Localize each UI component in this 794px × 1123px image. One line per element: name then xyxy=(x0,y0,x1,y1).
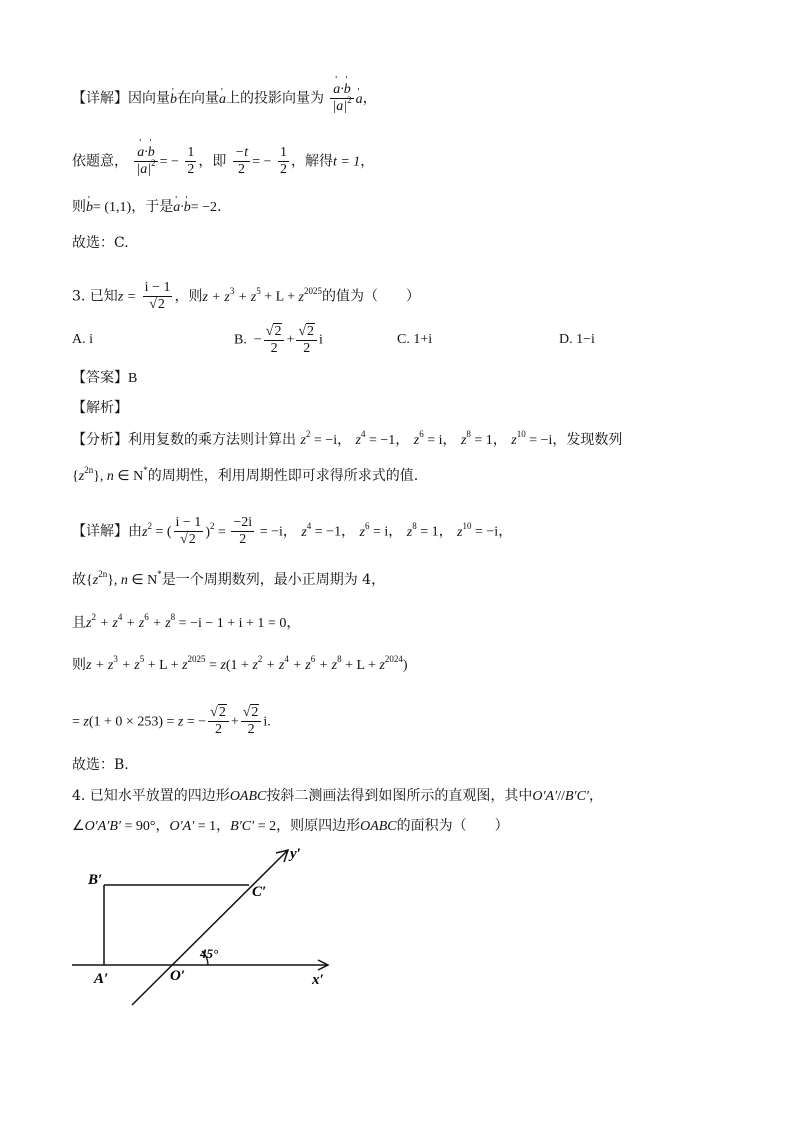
y-axis xyxy=(132,850,288,1005)
option-b[interactable]: B. − $\frac{√2}{2}$ + $\frac{√2}{2}$ i xyxy=(234,324,323,356)
detail-line-3: 则' b= (1,1)，于是' a·' b= −2. xyxy=(72,197,221,218)
answer-tag: 【答案】 xyxy=(72,370,128,386)
analysis-tag: 【解析】 xyxy=(72,400,128,416)
question-3: 3. 已知z = $\frac{i - 1}{√2}$ ，则$z + z^3 + z^5 + L + z^{2025}$的值为（ ） xyxy=(72,280,420,312)
detail-tag: 【详解】 xyxy=(72,90,128,107)
option-d[interactable]: D. 1−i xyxy=(559,332,595,347)
detail-line-1: 【详解】因向量' b在向量' a上的投影向量为 ' $\frac{a\cdot' b}{|a|^2}$ ' a， xyxy=(72,82,377,115)
xiangjie-line-2: 故$\{z^{2n}\}$, n ∈ N*是一个周期数列，最小正周期为 4， xyxy=(72,569,386,588)
fenxi-line-1: 【分析】利用复数的乘方法则计算出 $z^2 = -i$， $z^4 = -1$， $z^6 = i$， $z^8 = 1$， $z^{10} = -i$，发现数列 xyxy=(72,429,623,448)
xiangjie-line-3: 且$z^2 + z^4 + z^6 + z^8 = -i - 1 + i + 1 = 0$， xyxy=(72,612,301,631)
answer-choice-line-2: 故选：B. xyxy=(72,757,129,773)
label-c: C′ xyxy=(252,884,267,900)
label-b: B′ xyxy=(88,872,103,888)
answer-choice-line: 故选：C. xyxy=(72,235,129,251)
xiangjie-line-1: 【详解】由$z^2$ = ( $\frac{i - 1}{√2}$ )$^2$ = $\frac{-2i}{2}$ = −i， $z^4 = -1$， $z^6 = i$， $z^8 = 1$， $z^{10} = -i$， xyxy=(72,515,513,547)
z-fraction: $\frac{i - 1}{√2}$ xyxy=(144,280,171,312)
question-4-line-2: ∠O′A′B′ = 90°，O′A′ = 1，B′C′ = 2，则原四边形OABC的面积为（ ） xyxy=(72,818,509,834)
fenxi-line-2: $\{z^{2n}\}$, n ∈ N*的周期性，利用周期性即可求得所求式的值. xyxy=(72,465,419,484)
xiangjie-line-4: 则$z + z^3 + z^5 + L + z^{2025} = z(1 + z^2 + z^4 + z^6 + z^8 + L + z^{2024})$ xyxy=(72,654,408,673)
option-a[interactable]: A. i xyxy=(72,332,93,347)
label-angle: 45° xyxy=(200,946,219,961)
answer-line: 【答案】B xyxy=(72,370,138,386)
label-x: x′ xyxy=(312,972,324,988)
oblique-diagram xyxy=(60,840,350,1010)
options-row xyxy=(72,324,712,356)
label-a: A′ xyxy=(94,971,109,987)
label-o: O′ xyxy=(170,968,186,984)
option-c[interactable]: C. 1+i xyxy=(397,332,433,347)
xiangjie-line-5: = z(1 + 0 × 253) = z = − $\frac{√2}{2}$ + $\frac{√2}{2}$ i. xyxy=(72,705,271,737)
label-y: y′ xyxy=(290,846,301,862)
question-4-line-1: 4. 已知水平放置的四边形OABC按斜二测画法得到如图所示的直观图，其中O′A′//B′C′， xyxy=(72,788,603,804)
projection-fraction: ' $\frac{a\cdot' b}{|a|^2}$ xyxy=(330,82,353,115)
detail-line-2: 依题意， ' $\frac{a\cdot' b}{|a|^2}$ = − $\frac{1}{2}$ ，即 $\frac{-t}{2}$ = − $\frac{1}{2}$ ，解得t = 1， xyxy=(72,145,374,178)
